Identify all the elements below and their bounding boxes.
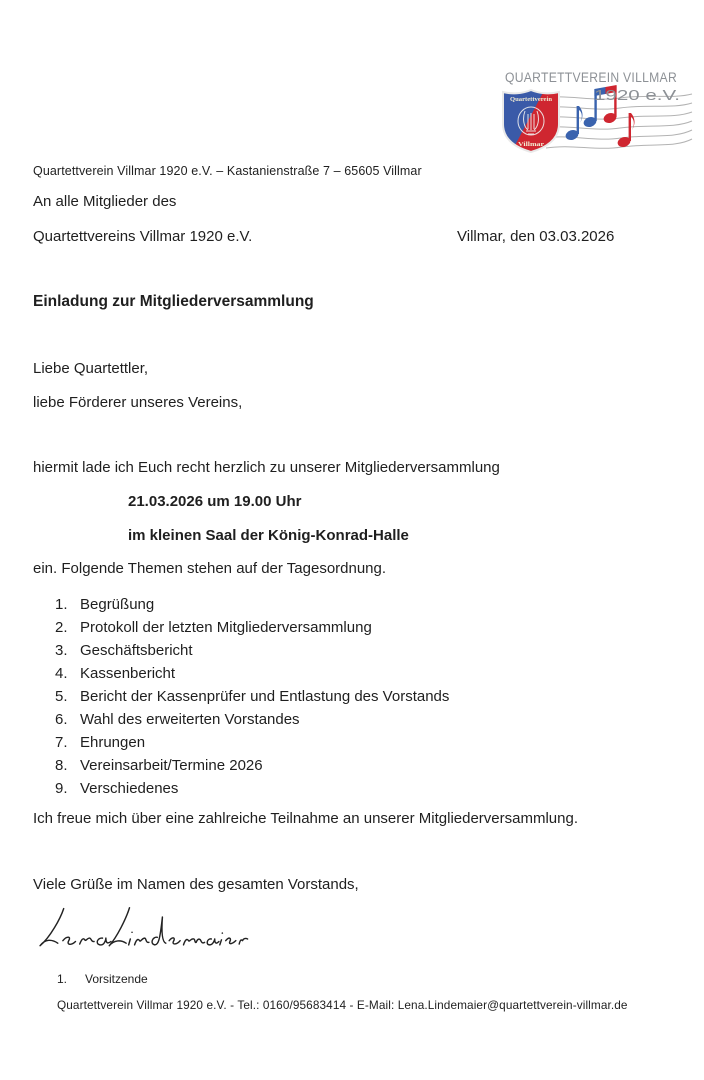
footer-contact-line: Quartettverein Villmar 1920 e.V. - Tel.: 0160/95683414 - E-Mail: Lena.Lindemaier@quartettverein-villmar.de [57, 998, 628, 1012]
intro-paragraph: hiermit lade ich Euch recht herzlich zu unserer Mitgliederversammlung [33, 459, 500, 476]
agenda-item-text: Ehrungen [80, 734, 146, 751]
recipient-line-1: An alle Mitglieder des [33, 193, 177, 210]
signature [35, 900, 251, 956]
subject-line: Einladung zur Mitgliederversammlung [33, 293, 314, 310]
crest-bottom-label: Villmar [518, 141, 545, 148]
agenda-item-text: Vereinsarbeit/Termine 2026 [80, 757, 263, 774]
agenda-item [33, 593, 671, 616]
agenda-item-text: Wahl des erweiterten Vorstandes [80, 711, 300, 728]
agenda-item [33, 708, 671, 731]
agenda-list [33, 593, 671, 800]
agenda-item [33, 685, 671, 708]
agenda-item [33, 777, 671, 800]
intro-continuation: ein. Folgende Themen stehen auf der Tagesordnung. [33, 560, 387, 577]
salutation-line-2: liebe Förderer unseres Vereins, [33, 394, 243, 411]
sender-line: Quartettverein Villmar 1920 e.V. – Kastanienstraße 7 – 65605 Villmar [33, 164, 422, 178]
recipient-date-row [33, 227, 671, 246]
agenda-item [33, 731, 671, 754]
closing-line: Ich freue mich über eine zahlreiche Teilnahme an unserer Mitgliederversammlung. [33, 810, 578, 827]
agenda-item-text: Begrüßung [80, 596, 155, 613]
crest-top-label: Quartettverein [510, 96, 553, 103]
club-crest [499, 87, 559, 155]
recipient-line-2: Quartettvereins Villmar 1920 e.V. [33, 228, 253, 245]
event-datetime: 21.03.2026 um 19.00 Uhr [128, 493, 302, 510]
agenda-item-text: Verschiedenes [80, 780, 179, 797]
agenda-item-text: Protokoll der letzten Mitgliederversammlung [80, 619, 372, 636]
agenda-item-number: 4. [55, 665, 68, 682]
signer-role-number: 1. [57, 972, 68, 986]
agenda-item [33, 754, 671, 777]
event-location: im kleinen Saal der König-Konrad-Halle [128, 527, 409, 544]
club-logo-graphic [498, 56, 698, 164]
logo-title: QUARTETTVEREIN VILLMAR [505, 70, 677, 85]
agenda-item-number: 2. [55, 619, 68, 636]
blue-eighth-note [564, 106, 582, 142]
agenda-item-number: 6. [55, 711, 68, 728]
agenda-item-number: 7. [55, 734, 68, 751]
salutation-line-1: Liebe Quartettler, [33, 360, 149, 377]
regards-line: Viele Grüße im Namen des gesamten Vorstands, [33, 876, 359, 893]
agenda-item-number: 1. [55, 596, 68, 613]
logo-subtitle: 1920 e.V. [594, 88, 680, 104]
agenda-item [33, 662, 671, 685]
signer-role-label: Vorsitzende [85, 972, 148, 986]
signer-role-row [33, 972, 671, 987]
date-line: Villmar, den 03.03.2026 [457, 228, 615, 245]
club-logo [498, 56, 698, 164]
agenda-item-number: 3. [55, 642, 68, 659]
agenda-item-number: 9. [55, 780, 68, 797]
signature-handwriting [35, 900, 251, 956]
agenda-item [33, 639, 671, 662]
agenda-item-text: Bericht der Kassenprüfer und Entlastung des Vorstands [80, 688, 450, 705]
agenda-item [33, 616, 671, 639]
agenda-item-number: 5. [55, 688, 68, 705]
agenda-item-text: Geschäftsbericht [80, 642, 193, 659]
agenda-item-number: 8. [55, 757, 68, 774]
agenda-item-text: Kassenbericht [80, 665, 176, 682]
